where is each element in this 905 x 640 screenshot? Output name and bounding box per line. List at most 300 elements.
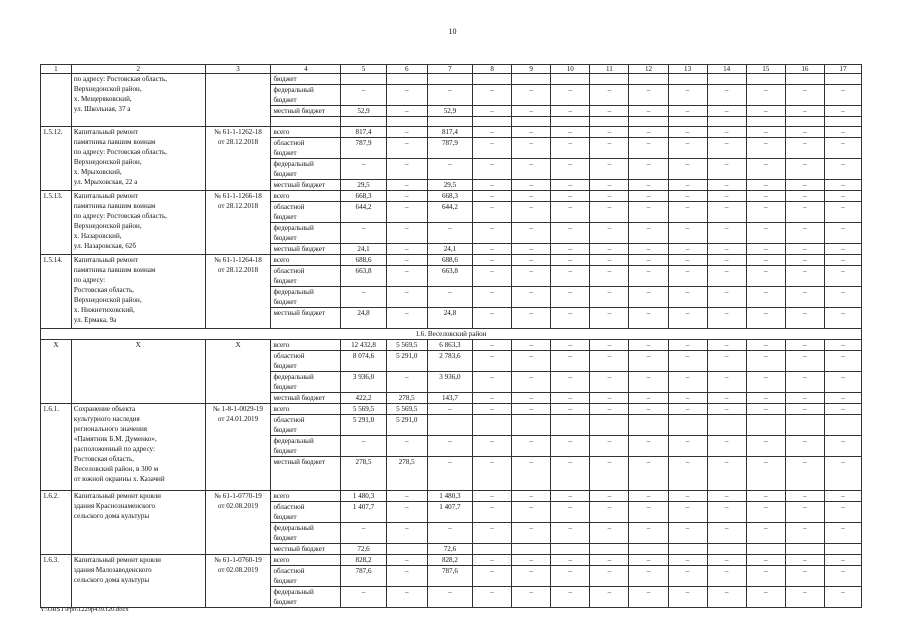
budget-source-cell: федеральный бюджет: [271, 85, 341, 106]
document-cell: № 1-8-1-0029-19 от 24.01.2019: [205, 404, 271, 491]
value-cell: 1 480,3: [341, 491, 386, 502]
value-cell: [551, 117, 590, 127]
value-cell: –: [785, 436, 824, 457]
document-cell: № 61-1-0760-19 от 02.08.2019: [205, 555, 271, 608]
value-cell: –: [824, 555, 861, 566]
value-cell: [473, 415, 512, 436]
value-cell: –: [629, 202, 668, 223]
value-cell: –: [512, 372, 551, 393]
item-name-cell: Капитальный ремонт памятника павшим воинам по адресу: Ростовская область, Верхнедонской район, х. Нижнетиховский, ул. Ермака, 9а: [71, 255, 205, 329]
value-cell: –: [824, 340, 861, 351]
value-cell: 6 863,3: [427, 340, 472, 351]
value-cell: –: [473, 587, 512, 608]
value-cell: 688,6: [341, 255, 386, 266]
value-cell: –: [512, 308, 551, 329]
value-cell: –: [629, 266, 668, 287]
value-cell: –: [668, 244, 707, 255]
budget-source-cell: всего: [271, 340, 341, 351]
value-cell: –: [785, 404, 824, 415]
value-cell: –: [629, 255, 668, 266]
value-cell: [629, 74, 668, 85]
value-cell: –: [551, 457, 590, 491]
value-cell: [707, 415, 746, 436]
value-cell: –: [551, 491, 590, 502]
value-cell: –: [512, 340, 551, 351]
value-cell: [386, 74, 427, 85]
item-number-cell: [41, 74, 72, 127]
value-cell: –: [824, 244, 861, 255]
budget-source-cell: [271, 117, 341, 127]
value-cell: –: [590, 308, 629, 329]
value-cell: –: [668, 127, 707, 138]
table-row: [41, 404, 862, 415]
value-cell: –: [824, 523, 861, 544]
value-cell: –: [629, 372, 668, 393]
value-cell: –: [746, 308, 785, 329]
value-cell: –: [473, 351, 512, 372]
column-number-cell: 3: [205, 65, 271, 74]
budget-source-cell: местный бюджет: [271, 393, 341, 404]
value-cell: 72,6: [427, 544, 472, 555]
value-cell: –: [629, 566, 668, 587]
value-cell: –: [473, 502, 512, 523]
value-cell: –: [785, 502, 824, 523]
value-cell: –: [512, 287, 551, 308]
value-cell: 3 936,0: [341, 372, 386, 393]
value-cell: 787,6: [341, 566, 386, 587]
value-cell: –: [590, 372, 629, 393]
value-cell: –: [551, 191, 590, 202]
value-cell: –: [629, 404, 668, 415]
value-cell: [473, 117, 512, 127]
value-cell: –: [824, 255, 861, 266]
value-cell: [512, 74, 551, 85]
value-cell: –: [707, 372, 746, 393]
value-cell: –: [707, 244, 746, 255]
value-cell: –: [473, 457, 512, 491]
value-cell: –: [512, 351, 551, 372]
value-cell: –: [785, 202, 824, 223]
value-cell: –: [386, 287, 427, 308]
value-cell: –: [386, 223, 427, 244]
budget-source-cell: бюджет: [271, 74, 341, 85]
value-cell: –: [473, 436, 512, 457]
value-cell: –: [629, 106, 668, 117]
value-cell: –: [427, 457, 472, 491]
value-cell: 8 074,6: [341, 351, 386, 372]
value-cell: –: [746, 266, 785, 287]
value-cell: 1 407,7: [341, 502, 386, 523]
budget-source-cell: местный бюджет: [271, 544, 341, 555]
value-cell: [668, 74, 707, 85]
value-cell: –: [386, 436, 427, 457]
value-cell: –: [590, 202, 629, 223]
value-cell: –: [551, 340, 590, 351]
budget-source-cell: всего: [271, 255, 341, 266]
value-cell: –: [512, 436, 551, 457]
value-cell: –: [551, 202, 590, 223]
value-cell: –: [824, 308, 861, 329]
value-cell: –: [551, 244, 590, 255]
value-cell: –: [824, 491, 861, 502]
budget-source-cell: федеральный бюджет: [271, 223, 341, 244]
value-cell: –: [785, 372, 824, 393]
value-cell: –: [707, 457, 746, 491]
value-cell: –: [668, 255, 707, 266]
value-cell: –: [824, 106, 861, 117]
value-cell: –: [512, 127, 551, 138]
value-cell: –: [512, 244, 551, 255]
value-cell: 787,9: [341, 138, 386, 159]
value-cell: –: [668, 502, 707, 523]
value-cell: –: [386, 191, 427, 202]
value-cell: [590, 117, 629, 127]
value-cell: –: [512, 393, 551, 404]
value-cell: –: [707, 436, 746, 457]
value-cell: –: [590, 191, 629, 202]
value-cell: –: [341, 436, 386, 457]
value-cell: –: [386, 587, 427, 608]
value-cell: –: [707, 555, 746, 566]
value-cell: –: [551, 351, 590, 372]
column-number-cell: 17: [824, 65, 861, 74]
value-cell: [512, 415, 551, 436]
value-cell: –: [668, 587, 707, 608]
value-cell: [590, 415, 629, 436]
value-cell: –: [590, 223, 629, 244]
value-cell: [824, 117, 861, 127]
column-number-cell: 10: [551, 65, 590, 74]
value-cell: 5 291,0: [341, 415, 386, 436]
value-cell: –: [785, 351, 824, 372]
value-cell: [668, 544, 707, 555]
value-cell: –: [746, 287, 785, 308]
value-cell: –: [785, 555, 824, 566]
value-cell: –: [473, 159, 512, 180]
value-cell: –: [551, 308, 590, 329]
table-row: [41, 191, 862, 202]
value-cell: –: [746, 255, 785, 266]
value-cell: –: [551, 138, 590, 159]
value-cell: –: [707, 287, 746, 308]
value-cell: [551, 415, 590, 436]
value-cell: –: [746, 566, 785, 587]
value-cell: –: [629, 555, 668, 566]
value-cell: [785, 74, 824, 85]
document-cell: № 61-1-1262-18 от 28.12.2018: [205, 127, 271, 191]
budget-source-cell: областной бюджет: [271, 266, 341, 287]
value-cell: –: [590, 340, 629, 351]
table-row: [41, 555, 862, 566]
value-cell: [785, 544, 824, 555]
value-cell: –: [707, 266, 746, 287]
item-number-cell: 1.5.14.: [41, 255, 72, 329]
value-cell: –: [427, 404, 472, 415]
section-heading: 1.6. Веселовский район: [41, 329, 862, 340]
value-cell: –: [427, 159, 472, 180]
page-number: 10: [448, 27, 457, 36]
value-cell: –: [512, 191, 551, 202]
value-cell: –: [512, 266, 551, 287]
value-cell: –: [629, 159, 668, 180]
value-cell: –: [341, 85, 386, 106]
value-cell: –: [386, 244, 427, 255]
budget-source-cell: всего: [271, 127, 341, 138]
budget-source-cell: местный бюджет: [271, 457, 341, 491]
value-cell: –: [668, 106, 707, 117]
value-cell: –: [386, 127, 427, 138]
budget-source-cell: всего: [271, 191, 341, 202]
value-cell: 24,8: [427, 308, 472, 329]
file-path-footer: Y:\ORST\Ppo\1229p439.f20.docx: [40, 606, 129, 613]
budget-source-cell: местный бюджет: [271, 180, 341, 191]
column-number-cell: 4: [271, 65, 341, 74]
value-cell: –: [590, 180, 629, 191]
value-cell: –: [668, 566, 707, 587]
value-cell: –: [512, 404, 551, 415]
value-cell: –: [707, 491, 746, 502]
value-cell: 787,6: [427, 566, 472, 587]
value-cell: –: [473, 491, 512, 502]
value-cell: 52,9: [341, 106, 386, 117]
item-name-cell: по адресу: Ростовская область, Верхнедонской район, х. Мещеряковский, ул. Школьная, 37 а: [71, 74, 205, 127]
value-cell: –: [473, 180, 512, 191]
value-cell: –: [785, 393, 824, 404]
value-cell: –: [590, 587, 629, 608]
value-cell: –: [707, 502, 746, 523]
value-cell: 5 569,5: [386, 340, 427, 351]
value-cell: –: [707, 180, 746, 191]
value-cell: –: [668, 351, 707, 372]
value-cell: –: [707, 255, 746, 266]
value-cell: 24,1: [427, 244, 472, 255]
item-number-cell: 1.6.1.: [41, 404, 72, 491]
value-cell: –: [824, 587, 861, 608]
budget-table: [40, 64, 862, 608]
value-cell: –: [785, 308, 824, 329]
value-cell: –: [341, 223, 386, 244]
value-cell: 5 291,0: [386, 415, 427, 436]
value-cell: –: [707, 85, 746, 106]
item-number-cell: 1.6.3.: [41, 555, 72, 608]
value-cell: –: [707, 587, 746, 608]
value-cell: [473, 74, 512, 85]
value-cell: 817,4: [341, 127, 386, 138]
value-cell: –: [590, 85, 629, 106]
column-number-cell: 14: [707, 65, 746, 74]
value-cell: 24,8: [341, 308, 386, 329]
value-cell: [668, 415, 707, 436]
item-name-cell: Капитальный ремонт кровли здания Краснознаменского сельского дома культуры: [71, 491, 205, 555]
value-cell: –: [512, 555, 551, 566]
value-cell: –: [707, 138, 746, 159]
value-cell: –: [785, 340, 824, 351]
value-cell: –: [707, 308, 746, 329]
budget-source-cell: местный бюджет: [271, 308, 341, 329]
value-cell: –: [427, 436, 472, 457]
value-cell: 5 569,5: [341, 404, 386, 415]
budget-source-cell: федеральный бюджет: [271, 372, 341, 393]
value-cell: 828,2: [341, 555, 386, 566]
value-cell: –: [473, 308, 512, 329]
column-number-cell: 9: [512, 65, 551, 74]
column-number-cell: 1: [41, 65, 72, 74]
value-cell: –: [668, 180, 707, 191]
budget-source-cell: федеральный бюджет: [271, 287, 341, 308]
value-cell: –: [473, 555, 512, 566]
value-cell: –: [551, 523, 590, 544]
value-cell: [551, 74, 590, 85]
value-cell: –: [707, 523, 746, 544]
value-cell: –: [473, 372, 512, 393]
value-cell: –: [341, 587, 386, 608]
value-cell: –: [668, 491, 707, 502]
value-cell: 3 936,0: [427, 372, 472, 393]
value-cell: –: [785, 266, 824, 287]
value-cell: 12 432,8: [341, 340, 386, 351]
value-cell: –: [386, 85, 427, 106]
table-row: [41, 255, 862, 266]
value-cell: –: [746, 85, 785, 106]
value-cell: –: [629, 180, 668, 191]
value-cell: –: [473, 127, 512, 138]
item-number-cell: 1.5.13.: [41, 191, 72, 255]
value-cell: –: [551, 404, 590, 415]
value-cell: 817,4: [427, 127, 472, 138]
value-cell: –: [386, 202, 427, 223]
value-cell: –: [668, 523, 707, 544]
table-row: [41, 340, 862, 351]
value-cell: –: [824, 85, 861, 106]
budget-source-cell: всего: [271, 555, 341, 566]
document-cell: № 61-1-0770-19 от 02.08.2019: [205, 491, 271, 555]
value-cell: –: [668, 287, 707, 308]
value-cell: –: [512, 202, 551, 223]
value-cell: [427, 117, 472, 127]
value-cell: –: [473, 255, 512, 266]
value-cell: –: [512, 138, 551, 159]
value-cell: –: [668, 393, 707, 404]
value-cell: [512, 117, 551, 127]
value-cell: –: [785, 159, 824, 180]
value-cell: –: [824, 287, 861, 308]
table-row: [41, 74, 862, 85]
value-cell: [824, 544, 861, 555]
document-cell: Х: [205, 340, 271, 404]
value-cell: –: [551, 287, 590, 308]
value-cell: –: [590, 491, 629, 502]
value-cell: 1 407,7: [427, 502, 472, 523]
value-cell: –: [746, 457, 785, 491]
value-cell: –: [473, 523, 512, 544]
value-cell: –: [512, 85, 551, 106]
budget-source-cell: областной бюджет: [271, 502, 341, 523]
value-cell: –: [746, 340, 785, 351]
value-cell: –: [427, 587, 472, 608]
value-cell: –: [785, 287, 824, 308]
value-cell: –: [512, 255, 551, 266]
value-cell: –: [512, 502, 551, 523]
value-cell: [668, 117, 707, 127]
value-cell: 828,2: [427, 555, 472, 566]
value-cell: –: [668, 372, 707, 393]
value-cell: –: [746, 159, 785, 180]
budget-source-cell: всего: [271, 491, 341, 502]
value-cell: [629, 415, 668, 436]
value-cell: –: [707, 351, 746, 372]
value-cell: –: [707, 159, 746, 180]
value-cell: –: [473, 393, 512, 404]
value-cell: –: [824, 502, 861, 523]
value-cell: [551, 544, 590, 555]
value-cell: –: [629, 491, 668, 502]
value-cell: [512, 544, 551, 555]
value-cell: –: [668, 308, 707, 329]
value-cell: –: [551, 255, 590, 266]
value-cell: –: [551, 127, 590, 138]
value-cell: 422,2: [341, 393, 386, 404]
column-number-cell: 6: [386, 65, 427, 74]
value-cell: –: [785, 566, 824, 587]
value-cell: –: [427, 523, 472, 544]
value-cell: –: [746, 587, 785, 608]
value-cell: –: [746, 127, 785, 138]
value-cell: –: [473, 404, 512, 415]
value-cell: –: [824, 202, 861, 223]
value-cell: –: [746, 491, 785, 502]
value-cell: –: [785, 587, 824, 608]
value-cell: –: [629, 436, 668, 457]
value-cell: 663,8: [341, 266, 386, 287]
value-cell: –: [824, 159, 861, 180]
value-cell: –: [668, 266, 707, 287]
column-number-cell: 12: [629, 65, 668, 74]
value-cell: 29,5: [427, 180, 472, 191]
budget-source-cell: местный бюджет: [271, 106, 341, 117]
value-cell: –: [707, 566, 746, 587]
item-name-cell: Х: [71, 340, 205, 404]
value-cell: –: [785, 244, 824, 255]
value-cell: –: [427, 223, 472, 244]
value-cell: –: [551, 393, 590, 404]
budget-source-cell: федеральный бюджет: [271, 159, 341, 180]
value-cell: –: [668, 85, 707, 106]
item-number-cell: 1.6.2.: [41, 491, 72, 555]
value-cell: –: [551, 223, 590, 244]
item-name-cell: Сохранение объекта культурного наследия регионального значения «Памятник Б.М. Думенко», расположенный по адресу: Ростовская область, Веселовский район, в 300 м от южной окраины х. Казачий: [71, 404, 205, 491]
value-cell: [386, 544, 427, 555]
value-cell: –: [590, 393, 629, 404]
budget-source-cell: федеральный бюджет: [271, 436, 341, 457]
value-cell: –: [824, 351, 861, 372]
value-cell: –: [707, 106, 746, 117]
value-cell: –: [629, 244, 668, 255]
value-cell: –: [629, 340, 668, 351]
value-cell: –: [629, 308, 668, 329]
value-cell: –: [551, 159, 590, 180]
value-cell: 72,6: [341, 544, 386, 555]
value-cell: [746, 74, 785, 85]
value-cell: –: [668, 202, 707, 223]
value-cell: –: [668, 223, 707, 244]
value-cell: –: [473, 244, 512, 255]
value-cell: –: [386, 555, 427, 566]
budget-source-cell: областной бюджет: [271, 415, 341, 436]
value-cell: –: [629, 191, 668, 202]
value-cell: –: [512, 223, 551, 244]
value-cell: –: [512, 523, 551, 544]
value-cell: 5 291,0: [386, 351, 427, 372]
